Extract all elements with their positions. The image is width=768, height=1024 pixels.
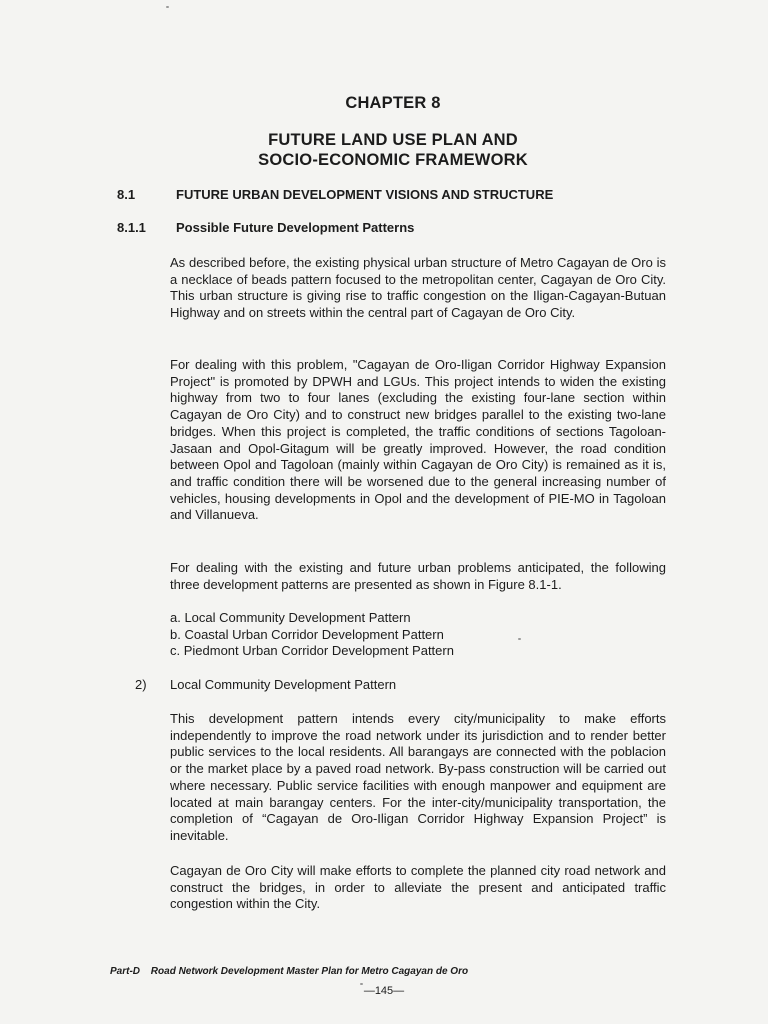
paragraph-urban-structure: As described before, the existing physical urban structure of Metro Cagayan de Oro is a necklace of beads pattern focused to the metropolitan center, Cagayan de Oro City. This urban structure is giving rise to traffic congestion on the Iligan-Cagayan-Butuan Highway and on streets within the central part of Cagayan de Oro City. — [170, 255, 666, 321]
section-title-8-1-1: Possible Future Development Patterns — [176, 220, 415, 235]
paragraph-local-community-pattern: This development pattern intends every city/municipality to make efforts independently to improve the road network under its jurisdiction and to render better public services to the local residents. All barangays are connected with the poblacion or the market place by a paved road network. By-pass construction will be carried out where necessary. Public service facilities with enough manpower and equipment are located at main barangay centers. For the inter-city/municipality transportation, the completion of “Cagayan de Oro-Iligan Corridor Highway Expansion Project” is inevitable. — [170, 711, 666, 843]
section-number-8-1: 8.1 — [117, 187, 136, 202]
chapter-heading: CHAPTER 8 — [345, 94, 441, 112]
section-number-8-1-1: 8.1.1 — [117, 220, 146, 235]
footer-title: Road Network Development Master Plan for Metro Cagayan de Oro — [150, 966, 469, 977]
subsection-title: Local Community Development Pattern — [170, 677, 397, 692]
subsection-number: 2) — [135, 677, 147, 692]
list-item: c. Piedmont Urban Corridor Development Pattern — [170, 643, 454, 659]
paragraph-city-road-network: Cagayan de Oro City will make efforts to complete the planned city road network and construct the bridges, in order to alleviate the present and anticipated traffic congestion within the City. — [170, 863, 666, 912]
paragraph-highway-expansion: For dealing with this problem, "Cagayan de Oro-Iligan Corridor Highway Expansion Project" is promoted by DPWH and LGUs. This project intends to widen the existing highway from two to four lanes (excluding the existing four-lane section within Cagayan de Oro City) and to construct new bridges parallel to the existing two-lane bridges. When this project is completed, the traffic conditions of sections Tagoloan-Jasaan and Opol-Gitagum will be greatly improved. However, the road condition between Opol and Tagoloan (mainly within Cagayan de Oro City) is remained as it is, and traffic condition there will be worsened due to the general increasing number of vehicles, housing developments in Opol and the development of PIE-MO in Tagoloan and Villanueva. — [170, 357, 666, 523]
page-number: —145— — [363, 985, 405, 997]
scan-speck — [360, 983, 363, 985]
chapter-title-line-1: FUTURE LAND USE PLAN AND — [268, 131, 518, 149]
scan-speck — [518, 638, 521, 640]
paragraph-development-patterns-intro: For dealing with the existing and future urban problems anticipated, the following three development patterns are presented as shown in Figure 8.1-1. — [170, 560, 666, 592]
chapter-title — [0, 130, 768, 170]
footer-part-label: Part-D — [110, 966, 141, 977]
scan-speck — [166, 6, 169, 8]
list-item: b. Coastal Urban Corridor Development Pattern — [170, 626, 444, 642]
page-footer — [110, 966, 468, 977]
patterns-list — [170, 610, 666, 660]
list-item: a. Local Community Development Pattern — [170, 610, 411, 625]
chapter-title-line-2: SOCIO-ECONOMIC FRAMEWORK — [258, 151, 528, 169]
section-title-8-1: FUTURE URBAN DEVELOPMENT VISIONS AND STRUCTURE — [176, 187, 554, 202]
